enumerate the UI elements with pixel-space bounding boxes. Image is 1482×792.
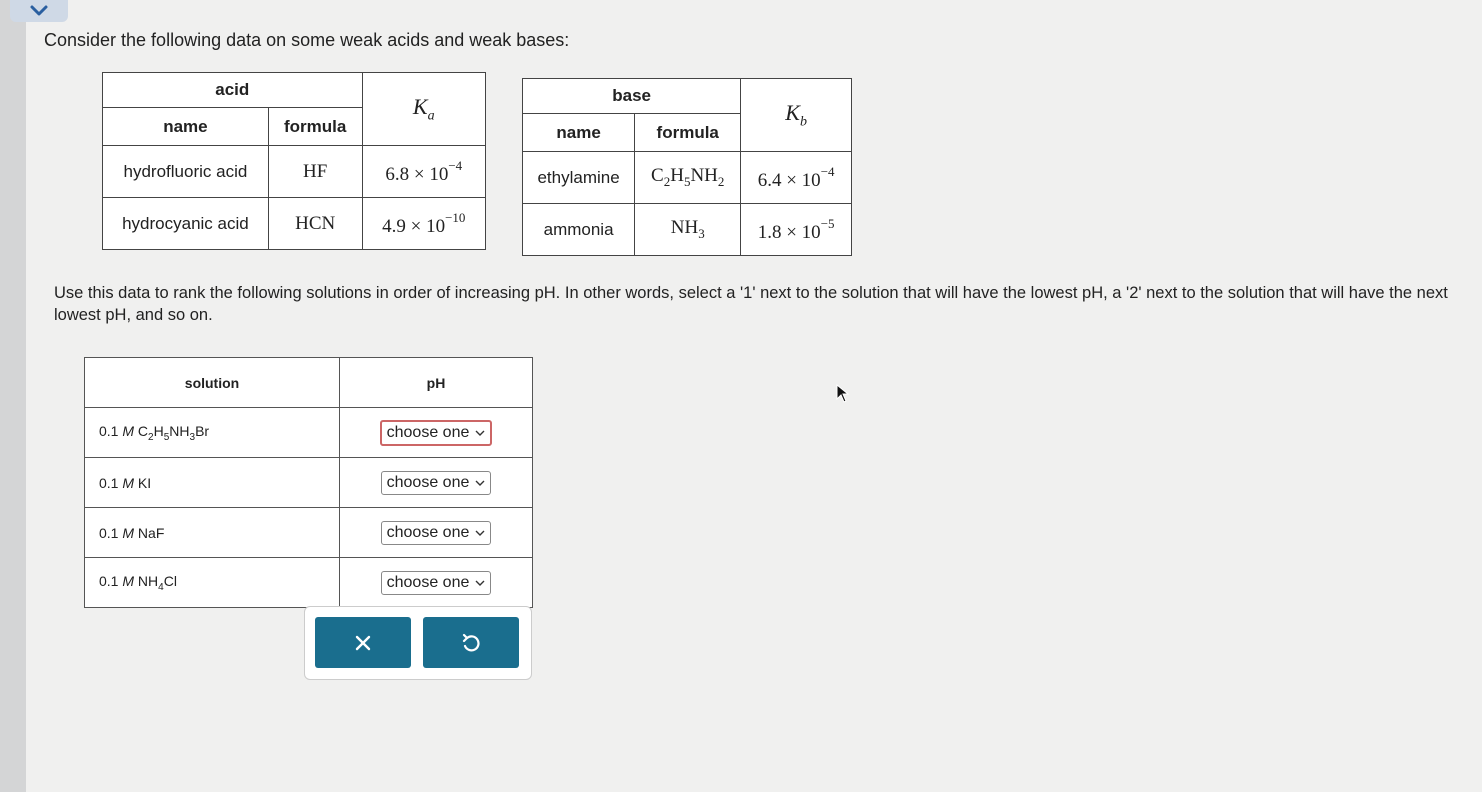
acid-group-header: acid xyxy=(103,73,363,108)
undo-button[interactable] xyxy=(423,617,519,668)
collapse-toggle[interactable] xyxy=(10,0,68,22)
base-name-header: name xyxy=(523,114,635,152)
acid-formula: HCN xyxy=(268,198,362,250)
table-row xyxy=(85,408,533,458)
undo-icon xyxy=(460,632,482,654)
solution-name: 0.1 M KI xyxy=(85,458,340,508)
chevron-down-icon xyxy=(475,579,485,587)
ph-rank-select[interactable]: choose one xyxy=(381,521,492,545)
chevron-down-icon xyxy=(475,529,485,537)
acid-name: hydrocyanic acid xyxy=(103,198,269,250)
ph-header: pH xyxy=(340,358,533,408)
base-formula-header: formula xyxy=(635,114,741,152)
solution-name: 0.1 M $NH_4Cl$ xyxy=(85,558,340,608)
table-row xyxy=(85,458,533,508)
acid-name-header: name xyxy=(103,108,269,146)
base-name: ammonia xyxy=(523,204,635,256)
base-formula: $C_2H_5NH_2$ xyxy=(635,152,741,204)
base-table xyxy=(522,78,852,256)
base-group-header: base xyxy=(523,79,741,114)
table-row xyxy=(103,198,486,250)
ph-rank-select[interactable]: choose one xyxy=(380,420,493,446)
intro-text: Consider the following data on some weak acids and weak bases: xyxy=(44,30,570,50)
table-row xyxy=(523,152,852,204)
kb-header: $K_b$ xyxy=(741,79,852,152)
acid-name: hydrofluoric acid xyxy=(103,146,269,198)
solution-name: 0.1 M $C_2H_5NH_3Br$ xyxy=(85,408,340,458)
close-icon xyxy=(352,632,374,654)
kb-value: $6.4 \times 10^{-4}$ xyxy=(741,152,852,204)
base-name: ethylamine xyxy=(523,152,635,204)
table-row xyxy=(523,204,852,256)
chevron-down-icon xyxy=(29,4,49,18)
solution-header: solution xyxy=(85,358,340,408)
ka-value: $4.9 \times 10^{-10}$ xyxy=(362,198,485,250)
chevron-down-icon xyxy=(475,429,485,437)
ph-rank-select[interactable]: choose one xyxy=(381,571,492,595)
mouse-pointer-icon xyxy=(836,384,850,404)
left-sidebar-strip xyxy=(0,0,26,792)
ka-value: $6.8 \times 10^{-4}$ xyxy=(362,146,485,198)
clear-button[interactable] xyxy=(315,617,411,668)
solution-name: 0.1 M NaF xyxy=(85,508,340,558)
ka-header: $K_a$ xyxy=(362,73,485,146)
action-button-group xyxy=(304,606,532,680)
table-row xyxy=(85,558,533,608)
ph-rank-select[interactable]: choose one xyxy=(381,471,492,495)
chevron-down-icon xyxy=(475,479,485,487)
acid-formula: HF xyxy=(268,146,362,198)
acid-formula-header: formula xyxy=(268,108,362,146)
base-formula: $NH_3$ xyxy=(635,204,741,256)
acid-table xyxy=(102,72,486,250)
instructions-text: Use this data to rank the following solutions in order of increasing pH. In other words, select a '1' next to the solution that will have the lowest pH, a '2' next to the solution that will have the next lowest pH, and so on. xyxy=(54,284,1448,324)
table-row xyxy=(85,508,533,558)
kb-value: $1.8 \times 10^{-5}$ xyxy=(741,204,852,256)
table-row xyxy=(103,146,486,198)
solution-table xyxy=(84,357,533,608)
